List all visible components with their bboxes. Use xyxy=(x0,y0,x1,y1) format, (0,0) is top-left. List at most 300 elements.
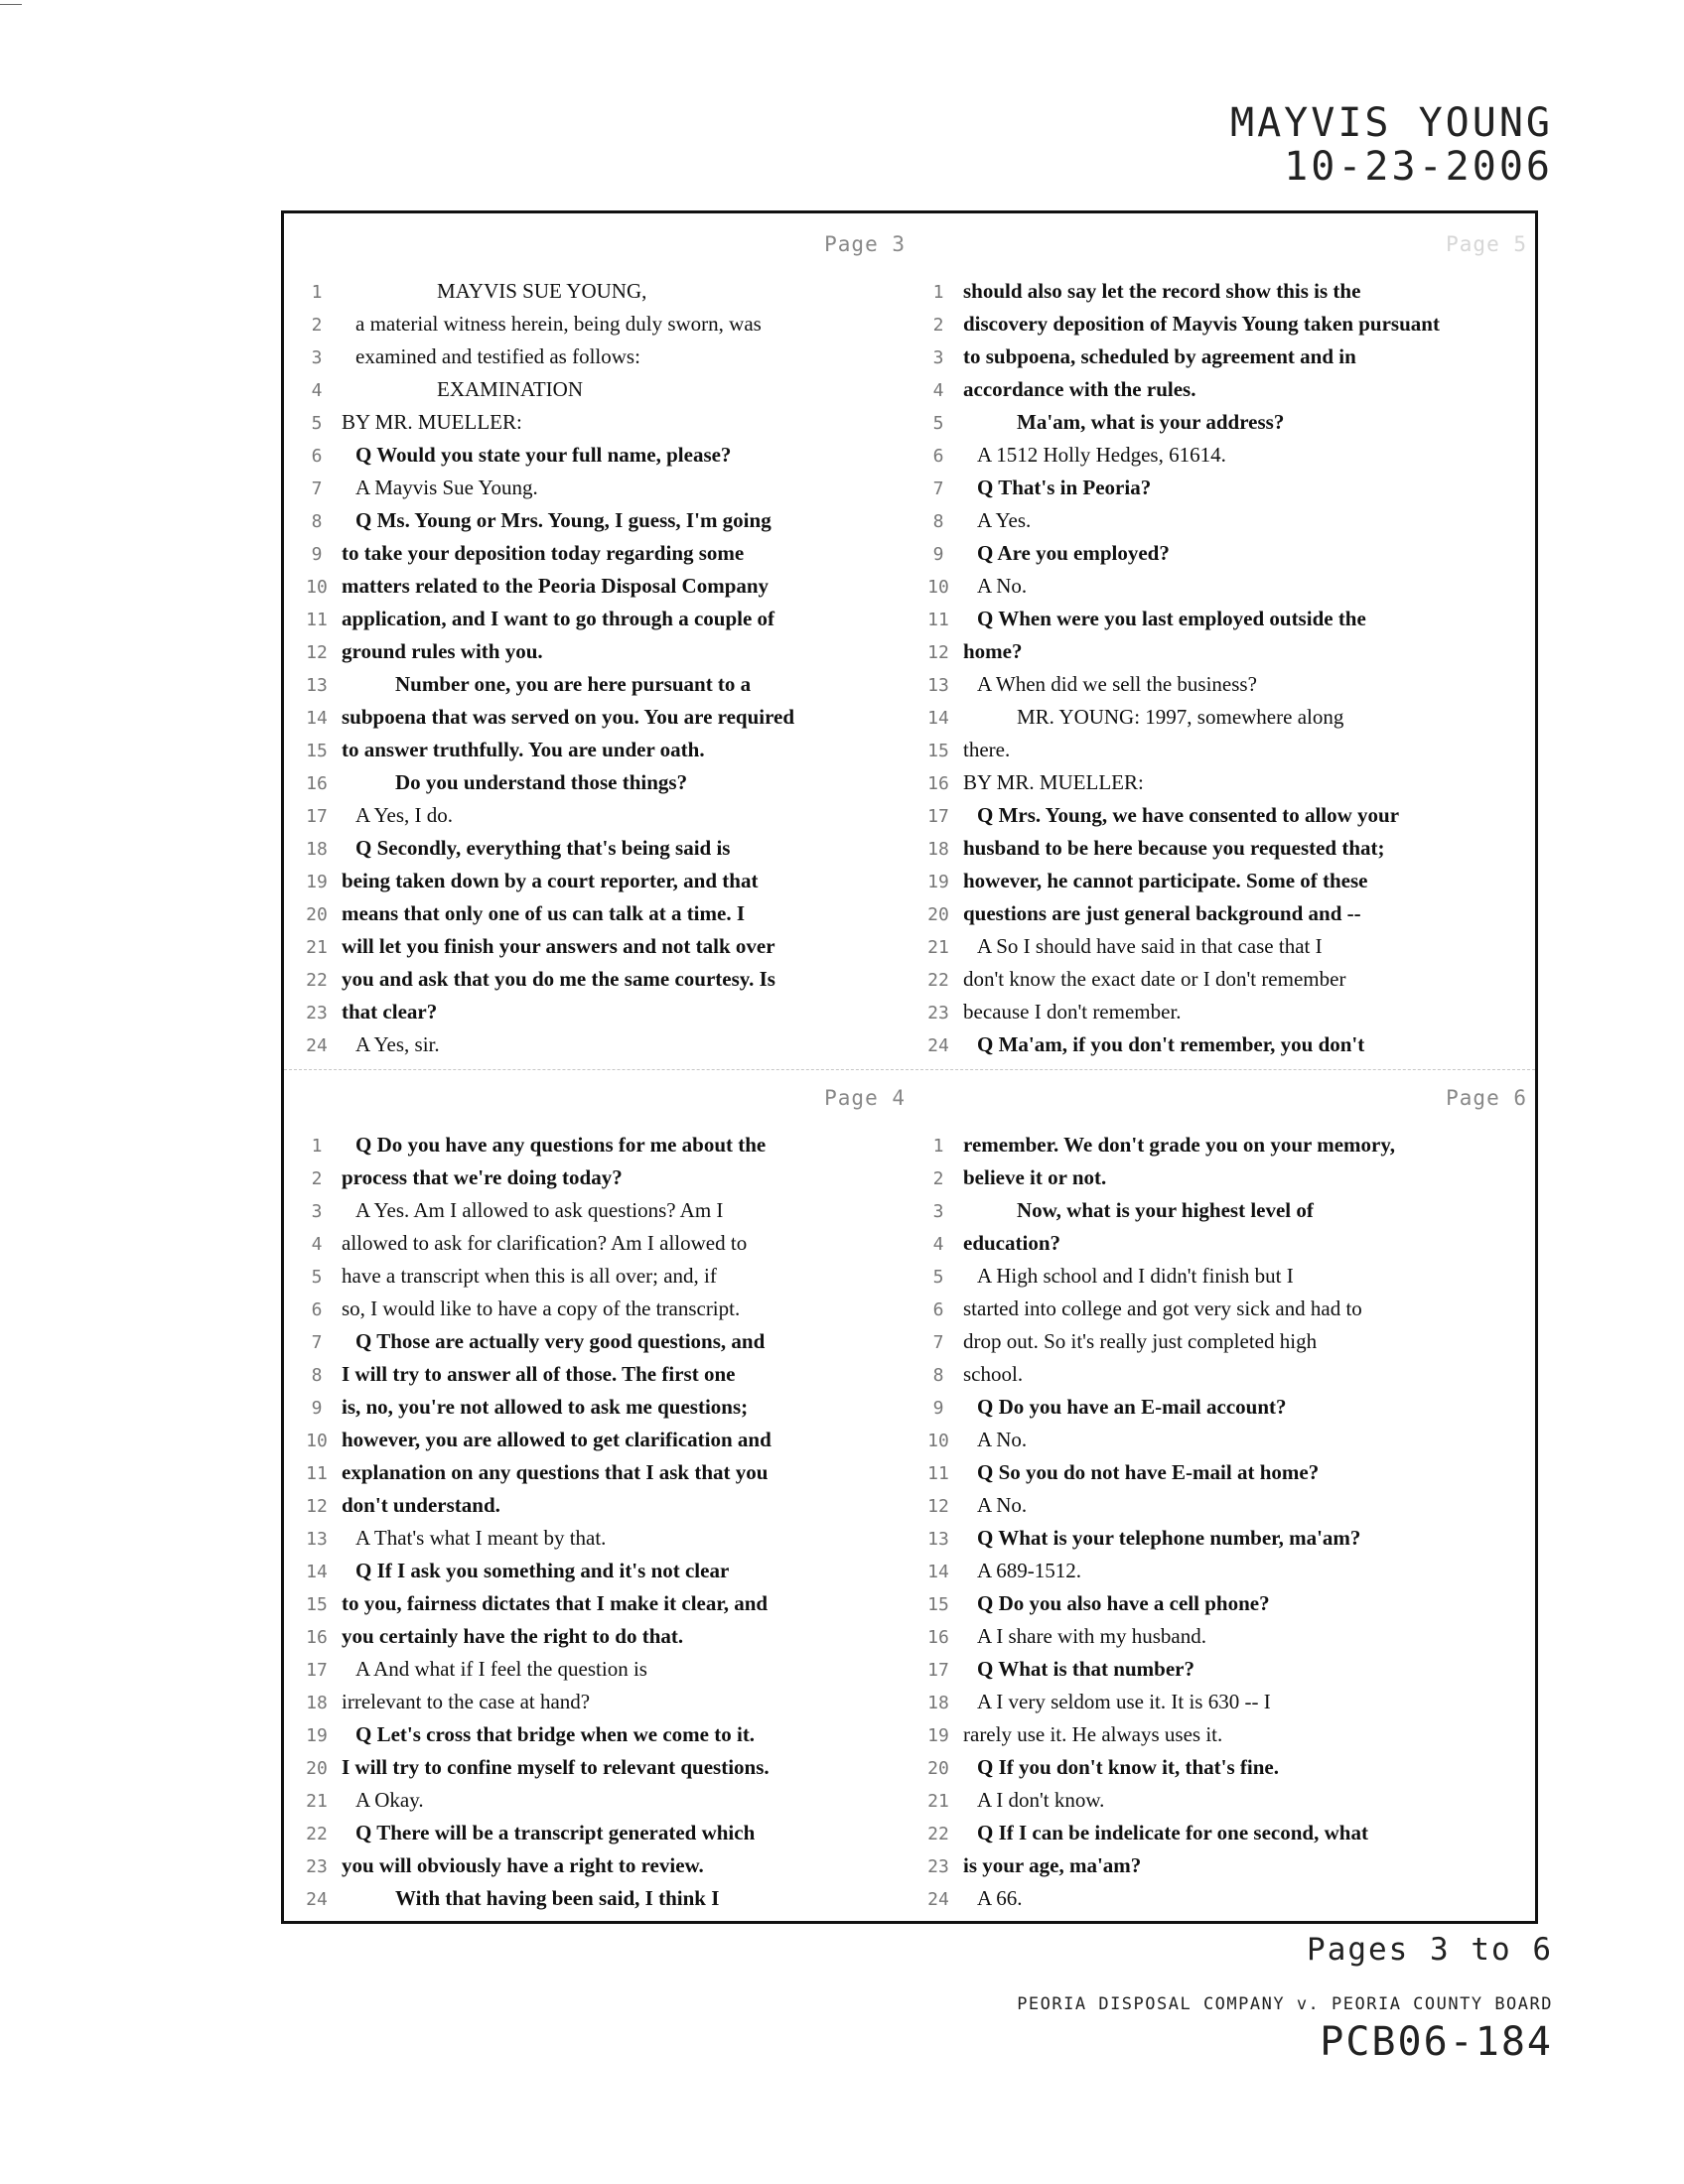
line-text: you certainly have the right to do that. xyxy=(342,1624,684,1648)
line-number: 22 xyxy=(927,1824,949,1844)
transcript-line xyxy=(292,1325,915,1358)
transcript-line xyxy=(913,1028,1537,1061)
line-text: don't know the exact date or I don't remember xyxy=(963,967,1346,991)
line-text: A Mayvis Sue Young. xyxy=(355,476,538,499)
line-number: 13 xyxy=(306,675,328,696)
page-number-label: Page 6 xyxy=(1446,1086,1527,1110)
transcript-line xyxy=(913,668,1537,701)
line-number: 24 xyxy=(927,1035,949,1056)
transcript-lines xyxy=(292,1129,915,1915)
transcript-line xyxy=(292,930,915,963)
line-number: 4 xyxy=(311,1234,323,1255)
line-text: BY MR. MUELLER: xyxy=(963,770,1144,794)
line-text: there. xyxy=(963,738,1011,761)
line-text: A I share with my husband. xyxy=(977,1624,1206,1648)
line-text: A No. xyxy=(977,1493,1028,1517)
transcript-line xyxy=(913,734,1537,766)
transcript-line xyxy=(913,963,1537,996)
transcript-line xyxy=(913,996,1537,1028)
line-number: 16 xyxy=(306,1627,328,1648)
transcript-line xyxy=(292,1161,915,1194)
transcript-line xyxy=(913,1161,1537,1194)
transcript-line xyxy=(292,275,915,308)
transcript-line xyxy=(913,1129,1537,1161)
transcript-page-6 xyxy=(913,1077,1537,1910)
line-number: 9 xyxy=(932,544,944,565)
line-number: 10 xyxy=(927,1431,949,1451)
line-text: Q Mrs. Young, we have consented to allow your xyxy=(977,803,1400,827)
transcript-line xyxy=(913,635,1537,668)
line-number: 3 xyxy=(311,347,323,368)
deposition-date-header: 10-23-2006 xyxy=(1284,144,1553,190)
line-number: 9 xyxy=(311,1398,323,1419)
transcript-line xyxy=(292,1358,915,1391)
line-text: A I very seldom use it. It is 630 -- I xyxy=(977,1690,1271,1713)
line-number: 19 xyxy=(306,872,328,892)
line-number: 23 xyxy=(927,1003,949,1024)
line-text: questions are just general background and -- xyxy=(963,901,1361,925)
line-number: 22 xyxy=(927,970,949,991)
line-number: 9 xyxy=(311,544,323,565)
pages-range-footer: Pages 3 to 6 xyxy=(1307,1932,1553,1968)
line-text: A And what if I feel the question is xyxy=(355,1657,647,1681)
line-number: 3 xyxy=(932,347,944,368)
line-text: accordance with the rules. xyxy=(963,377,1196,401)
transcript-line xyxy=(913,439,1537,472)
line-text: A High school and I didn't finish but I xyxy=(977,1264,1294,1288)
transcript-line xyxy=(913,766,1537,799)
line-text: A Yes, sir. xyxy=(355,1032,440,1056)
line-text: should also say let the record show this is the xyxy=(963,279,1361,303)
line-text: home? xyxy=(963,639,1023,663)
line-text: A Yes, I do. xyxy=(355,803,454,827)
line-number: 7 xyxy=(932,1332,944,1353)
line-number: 4 xyxy=(932,380,944,401)
line-text: Q That's in Peoria? xyxy=(977,476,1152,499)
line-text: I will try to answer all of those. The first one xyxy=(342,1362,736,1386)
line-number: 2 xyxy=(311,315,323,336)
line-text: Q Ms. Young or Mrs. Young, I guess, I'm going xyxy=(355,508,772,532)
line-number: 3 xyxy=(311,1201,323,1222)
line-text: Q There will be a transcript generated which xyxy=(355,1821,756,1844)
line-number: 4 xyxy=(311,380,323,401)
transcript-line xyxy=(292,603,915,635)
transcript-line xyxy=(292,1129,915,1161)
line-text: A So I should have said in that case that I xyxy=(977,934,1323,958)
line-text: means that only one of us can talk at a time. I xyxy=(342,901,746,925)
transcript-line xyxy=(913,472,1537,504)
line-number: 20 xyxy=(306,904,328,925)
transcript-line xyxy=(292,1456,915,1489)
line-number: 6 xyxy=(932,446,944,467)
line-text: explanation on any questions that I ask that you xyxy=(342,1460,769,1484)
line-text: matters related to the Peoria Disposal Company xyxy=(342,574,770,598)
transcript-line xyxy=(913,930,1537,963)
transcript-line xyxy=(913,1260,1537,1293)
line-number: 18 xyxy=(306,1693,328,1713)
transcript-line xyxy=(913,865,1537,897)
transcript-line xyxy=(913,1817,1537,1849)
transcript-page-4 xyxy=(292,1077,915,1910)
line-text: examined and testified as follows: xyxy=(355,344,640,368)
transcript-line xyxy=(292,1686,915,1718)
line-number: 11 xyxy=(306,1463,328,1484)
transcript-lines xyxy=(913,275,1537,1061)
transcript-line xyxy=(913,1784,1537,1817)
line-text: Q What is that number? xyxy=(977,1657,1194,1681)
line-text: A 689-1512. xyxy=(977,1559,1081,1582)
line-text: a material witness herein, being duly sworn, was xyxy=(355,312,762,336)
line-number: 5 xyxy=(311,1267,323,1288)
transcript-line xyxy=(292,504,915,537)
line-text: have a transcript when this is all over; and, if xyxy=(342,1264,717,1288)
transcript-frame xyxy=(281,210,1538,1924)
transcript-line xyxy=(913,1882,1537,1915)
line-text: being taken down by a court reporter, and that xyxy=(342,869,759,892)
transcript-line xyxy=(292,472,915,504)
line-text: to answer truthfully. You are under oath. xyxy=(342,738,705,761)
page-number-label: Page 4 xyxy=(824,1086,906,1110)
line-number: 23 xyxy=(306,1003,328,1024)
line-text: that clear? xyxy=(342,1000,438,1024)
line-number: 21 xyxy=(306,937,328,958)
transcript-line xyxy=(292,439,915,472)
line-number: 24 xyxy=(306,1889,328,1910)
transcript-line xyxy=(292,897,915,930)
line-text: to you, fairness dictates that I make it clear, and xyxy=(342,1591,769,1615)
line-number: 6 xyxy=(311,446,323,467)
transcript-line xyxy=(292,1751,915,1784)
line-number: 9 xyxy=(932,1398,944,1419)
line-text: irrelevant to the case at hand? xyxy=(342,1690,591,1713)
line-number: 17 xyxy=(927,806,949,827)
line-number: 13 xyxy=(927,675,949,696)
line-text: to take your deposition today regarding some xyxy=(342,541,745,565)
transcript-line xyxy=(913,1620,1537,1653)
line-number: 14 xyxy=(927,708,949,729)
line-text: school. xyxy=(963,1362,1024,1386)
line-number: 19 xyxy=(927,1725,949,1746)
transcript-line xyxy=(292,1489,915,1522)
line-text: is, no, you're not allowed to ask me questions; xyxy=(342,1395,749,1419)
line-number: 14 xyxy=(306,708,328,729)
transcript-line xyxy=(292,308,915,341)
line-text: A Yes. xyxy=(977,508,1032,532)
transcript-line xyxy=(292,1620,915,1653)
line-number: 16 xyxy=(927,1627,949,1648)
line-text: Q Those are actually very good questions, and xyxy=(355,1329,766,1353)
line-text: however, he cannot participate. Some of these xyxy=(963,869,1368,892)
line-number: 1 xyxy=(311,282,323,303)
line-number: 7 xyxy=(932,478,944,499)
line-text: A That's what I meant by that. xyxy=(355,1526,607,1550)
transcript-line xyxy=(292,996,915,1028)
transcript-lines xyxy=(292,275,915,1061)
line-number: 13 xyxy=(927,1529,949,1550)
line-number: 10 xyxy=(927,577,949,598)
line-text: A 66. xyxy=(977,1886,1023,1910)
line-text: ground rules with you. xyxy=(342,639,543,663)
line-text: rarely use it. He always uses it. xyxy=(963,1722,1223,1746)
line-number: 14 xyxy=(927,1562,949,1582)
line-number: 19 xyxy=(306,1725,328,1746)
line-text: will let you finish your answers and not talk over xyxy=(342,934,775,958)
line-number: 15 xyxy=(306,741,328,761)
line-text: started into college and got very sick and had to xyxy=(963,1297,1362,1320)
transcript-line xyxy=(913,1718,1537,1751)
line-text: husband to be here because you requested that; xyxy=(963,836,1385,860)
witness-name-header: MAYVIS YOUNG xyxy=(1230,100,1553,146)
line-number: 21 xyxy=(927,1791,949,1812)
transcript-line xyxy=(913,603,1537,635)
line-number: 6 xyxy=(311,1299,323,1320)
line-text: Q Do you have any questions for me about the xyxy=(355,1133,767,1157)
transcript-line xyxy=(913,1391,1537,1424)
line-number: 1 xyxy=(932,1136,944,1157)
transcript-line xyxy=(292,963,915,996)
line-text: discovery deposition of Mayvis Young taken pursuant xyxy=(963,312,1440,336)
transcript-line xyxy=(292,1555,915,1587)
transcript-line xyxy=(913,275,1537,308)
line-text: A No. xyxy=(977,1428,1028,1451)
transcript-line xyxy=(913,1522,1537,1555)
transcript-line xyxy=(913,1686,1537,1718)
line-number: 22 xyxy=(306,1824,328,1844)
line-text: education? xyxy=(963,1231,1061,1255)
transcript-line xyxy=(292,799,915,832)
line-number: 23 xyxy=(927,1856,949,1877)
transcript-line xyxy=(913,1293,1537,1325)
line-number: 15 xyxy=(927,741,949,761)
line-text: Q Secondly, everything that's being said is xyxy=(355,836,731,860)
transcript-line xyxy=(913,406,1537,439)
transcript-line xyxy=(292,701,915,734)
transcript-line xyxy=(913,537,1537,570)
transcript-line xyxy=(292,1028,915,1061)
transcript-line xyxy=(292,1194,915,1227)
line-text: remember. We don't grade you on your memory, xyxy=(963,1133,1395,1157)
transcript-line xyxy=(292,373,915,406)
line-text: Now, what is your highest level of xyxy=(1017,1198,1314,1222)
line-text: Q If you don't know it, that's fine. xyxy=(977,1755,1279,1779)
transcript-line xyxy=(913,504,1537,537)
transcript-line xyxy=(292,1293,915,1325)
line-number: 18 xyxy=(927,839,949,860)
transcript-line xyxy=(292,537,915,570)
line-text: Q What is your telephone number, ma'am? xyxy=(977,1526,1361,1550)
line-text: Number one, you are here pursuant to a xyxy=(395,672,752,696)
line-text: don't understand. xyxy=(342,1493,500,1517)
line-number: 8 xyxy=(311,511,323,532)
transcript-line xyxy=(292,406,915,439)
line-text: Q So you do not have E-mail at home? xyxy=(977,1460,1320,1484)
line-number: 8 xyxy=(311,1365,323,1386)
line-number: 8 xyxy=(932,1365,944,1386)
line-text: With that having been said, I think I xyxy=(395,1886,720,1910)
line-number: 16 xyxy=(927,773,949,794)
line-text: EXAMINATION xyxy=(437,377,583,401)
line-number: 3 xyxy=(932,1201,944,1222)
docket-number-footer: PCB06-184 xyxy=(1320,2019,1553,2065)
transcript-line xyxy=(913,373,1537,406)
line-number: 5 xyxy=(311,413,323,434)
line-number: 18 xyxy=(927,1693,949,1713)
line-number: 8 xyxy=(932,511,944,532)
transcript-line xyxy=(913,1555,1537,1587)
transcript-line xyxy=(292,1522,915,1555)
line-text: MAYVIS SUE YOUNG, xyxy=(437,279,647,303)
transcript-line xyxy=(292,1817,915,1849)
line-number: 24 xyxy=(306,1035,328,1056)
line-text: Do you understand those things? xyxy=(395,770,688,794)
line-number: 2 xyxy=(932,315,944,336)
line-text: allowed to ask for clarification? Am I allowed to xyxy=(342,1231,748,1255)
line-text: A 1512 Holly Hedges, 61614. xyxy=(977,443,1226,467)
line-number: 2 xyxy=(311,1168,323,1189)
line-number: 14 xyxy=(306,1562,328,1582)
line-number: 5 xyxy=(932,1267,944,1288)
line-text: process that we're doing today? xyxy=(342,1165,623,1189)
line-number: 17 xyxy=(927,1660,949,1681)
transcript-line xyxy=(292,668,915,701)
line-number: 2 xyxy=(932,1168,944,1189)
line-text: Q If I can be indelicate for one second, what xyxy=(977,1821,1368,1844)
line-number: 17 xyxy=(306,806,328,827)
case-caption-footer: PEORIA DISPOSAL COMPANY v. PEORIA COUNTY BOARD xyxy=(1017,1994,1553,2014)
transcript-line xyxy=(292,1784,915,1817)
line-text: you and ask that you do me the same courtesy. Is xyxy=(342,967,775,991)
transcript-page-3 xyxy=(292,223,915,1056)
transcript-line xyxy=(913,897,1537,930)
line-text: Q When were you last employed outside the xyxy=(977,607,1366,630)
line-text: Q Are you employed? xyxy=(977,541,1170,565)
line-text: A I don't know. xyxy=(977,1788,1105,1812)
line-number: 21 xyxy=(927,937,949,958)
line-text: Q Would you state your full name, please? xyxy=(355,443,732,467)
line-number: 1 xyxy=(932,282,944,303)
line-text: believe it or not. xyxy=(963,1165,1107,1189)
line-text: application, and I want to go through a couple of xyxy=(342,607,775,630)
line-number: 11 xyxy=(927,610,949,630)
transcript-line xyxy=(292,1882,915,1915)
transcript-line xyxy=(913,799,1537,832)
line-number: 22 xyxy=(306,970,328,991)
page-number-label: Page 3 xyxy=(824,232,906,256)
transcript-line xyxy=(913,341,1537,373)
transcript-line xyxy=(913,1358,1537,1391)
line-number: 10 xyxy=(306,577,328,598)
line-number: 11 xyxy=(927,1463,949,1484)
line-text: subpoena that was served on you. You are required xyxy=(342,705,795,729)
line-text: Q If I ask you something and it's not clear xyxy=(355,1559,730,1582)
line-text: because I don't remember. xyxy=(963,1000,1182,1024)
transcript-line xyxy=(292,635,915,668)
line-number: 21 xyxy=(306,1791,328,1812)
transcript-line xyxy=(913,701,1537,734)
line-text: is your age, ma'am? xyxy=(963,1853,1142,1877)
transcript-line xyxy=(292,865,915,897)
line-number: 17 xyxy=(306,1660,328,1681)
line-text: BY MR. MUELLER: xyxy=(342,410,522,434)
line-number: 16 xyxy=(306,773,328,794)
transcript-line xyxy=(292,766,915,799)
line-text: MR. YOUNG: 1997, somewhere along xyxy=(1017,705,1344,729)
transcript-line xyxy=(913,1489,1537,1522)
page-number-label: Page 5 xyxy=(1446,232,1527,256)
line-text: A Okay. xyxy=(355,1788,424,1812)
transcript-line xyxy=(292,1718,915,1751)
transcript-line xyxy=(913,1456,1537,1489)
line-number: 20 xyxy=(927,904,949,925)
line-number: 19 xyxy=(927,872,949,892)
transcript-line xyxy=(913,1424,1537,1456)
line-number: 10 xyxy=(306,1431,328,1451)
transcript-line xyxy=(292,341,915,373)
transcript-line xyxy=(292,1587,915,1620)
line-number: 5 xyxy=(932,413,944,434)
line-number: 1 xyxy=(311,1136,323,1157)
line-number: 6 xyxy=(932,1299,944,1320)
transcript-page-5 xyxy=(913,223,1537,1056)
line-number: 11 xyxy=(306,610,328,630)
scan-corner-mark xyxy=(0,4,22,5)
line-number: 18 xyxy=(306,839,328,860)
line-text: A When did we sell the business? xyxy=(977,672,1257,696)
line-number: 15 xyxy=(927,1594,949,1615)
line-text: I will try to confine myself to relevant questions. xyxy=(342,1755,770,1779)
page-divider xyxy=(284,1069,1535,1070)
line-number: 24 xyxy=(927,1889,949,1910)
line-number: 7 xyxy=(311,478,323,499)
line-text: Q Do you also have a cell phone? xyxy=(977,1591,1270,1615)
transcript-line xyxy=(913,1325,1537,1358)
line-text: A Yes. Am I allowed to ask questions? Am I xyxy=(355,1198,724,1222)
transcript-line xyxy=(292,1653,915,1686)
line-number: 13 xyxy=(306,1529,328,1550)
line-text: so, I would like to have a copy of the transcript. xyxy=(342,1297,741,1320)
line-text: Q Let's cross that bridge when we come to it. xyxy=(355,1722,756,1746)
line-number: 7 xyxy=(311,1332,323,1353)
line-number: 20 xyxy=(306,1758,328,1779)
transcript-line xyxy=(292,832,915,865)
line-text: A No. xyxy=(977,574,1028,598)
line-text: drop out. So it's really just completed high xyxy=(963,1329,1318,1353)
line-number: 20 xyxy=(927,1758,949,1779)
line-number: 4 xyxy=(932,1234,944,1255)
line-number: 23 xyxy=(306,1856,328,1877)
transcript-line xyxy=(292,1260,915,1293)
line-text: however, you are allowed to get clarification and xyxy=(342,1428,772,1451)
line-text: Q Ma'am, if you don't remember, you don't xyxy=(977,1032,1365,1056)
transcript-line xyxy=(292,1424,915,1456)
line-text: Q Do you have an E-mail account? xyxy=(977,1395,1287,1419)
transcript-lines xyxy=(913,1129,1537,1915)
line-number: 12 xyxy=(306,642,328,663)
transcript-line xyxy=(913,1194,1537,1227)
transcript-line xyxy=(913,1849,1537,1882)
transcript-line xyxy=(913,308,1537,341)
transcript-line xyxy=(913,1227,1537,1260)
line-text: to subpoena, scheduled by agreement and in xyxy=(963,344,1356,368)
line-number: 12 xyxy=(927,1496,949,1517)
line-number: 12 xyxy=(927,642,949,663)
line-number: 15 xyxy=(306,1594,328,1615)
transcript-line xyxy=(913,1653,1537,1686)
transcript-line xyxy=(292,734,915,766)
line-text: you will obviously have a right to review. xyxy=(342,1853,704,1877)
transcript-line xyxy=(292,570,915,603)
line-text: Ma'am, what is your address? xyxy=(1017,410,1285,434)
